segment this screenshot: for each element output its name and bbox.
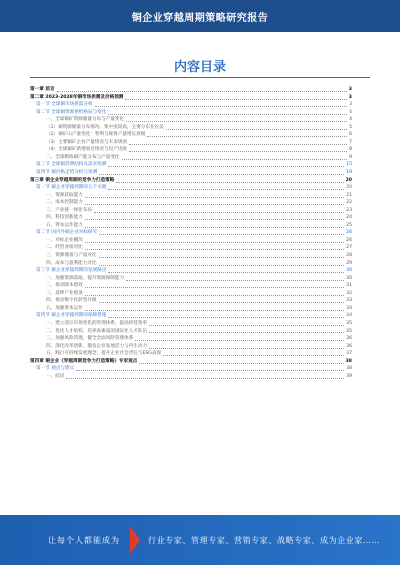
toc-entry[interactable] — [30, 275, 352, 283]
toc-entry[interactable] — [30, 101, 352, 109]
dot-leader — [126, 121, 347, 122]
toc-entry[interactable] — [30, 86, 352, 94]
toc-entry[interactable] — [30, 131, 352, 139]
footer-slogan-right: 行业专家、管理专家、营销专家、战略专家、成为企业家…… — [148, 535, 381, 545]
dot-leader — [129, 144, 347, 145]
toc-entry-page: 20 — [345, 177, 352, 183]
dot-leader — [99, 302, 345, 303]
dot-leader — [135, 340, 344, 341]
dot-leader — [85, 242, 344, 243]
toc-entry-page: 5 — [349, 124, 352, 130]
dot-leader — [163, 355, 344, 356]
toc-entry-text: 一、加强资源获取，提升资源保障能力 — [46, 275, 125, 281]
toc-entry-text: 四、推动数字化转型升级 — [46, 298, 97, 304]
toc-entry-page: 9 — [349, 154, 352, 160]
dot-leader — [99, 234, 344, 235]
toc-entry[interactable] — [30, 320, 352, 328]
toc-entry-page: 28 — [346, 253, 352, 259]
toc-divider — [30, 77, 370, 78]
toc-entry-text: 三、加强风险管理，健全全面风险管理体系 — [46, 336, 134, 342]
toc-entry-text: 第一节 铜企业穿越周期的五个关键 — [36, 185, 107, 191]
dot-leader — [99, 174, 344, 175]
toc-entry-text: 三、产业链一体化布局 — [46, 207, 92, 213]
toc-entry-text: 第三章 铜企业穿越周期的竞争力打造策略 — [30, 177, 115, 183]
dot-leader — [76, 370, 344, 371]
toc-entry[interactable] — [30, 244, 352, 252]
toc-entry-page: 20 — [346, 185, 352, 191]
toc-entry-text: 第一节 全球铜市场供需分析 — [36, 102, 93, 108]
toc-entry-text: （4）全球铜矿新增项目情况与投产进度 — [46, 147, 128, 153]
dot-leader — [108, 272, 344, 273]
toc-entry-text: 五、加强资本运作 — [46, 305, 83, 311]
toc-entry[interactable] — [30, 94, 352, 102]
toc-entry[interactable] — [30, 109, 352, 117]
toc-entry-text: 二、全球精炼铜产能分布与产量变化 — [46, 154, 120, 160]
toc-entry[interactable] — [30, 252, 352, 260]
toc-entry-page: 25 — [346, 222, 352, 228]
toc-entry-text: 五、践行可持续发展理念，提升企业社会责任与ESG表现 — [46, 351, 162, 357]
toc-entry-page: 3 — [348, 94, 352, 100]
toc-entry-text: 第二节 国内外铜企业对标研究 — [36, 230, 98, 236]
dot-leader — [149, 332, 344, 333]
toc-entry-text: （2）铜矿山产量变化：智利与秘鲁产量增长放缓 — [46, 132, 146, 138]
toc-entry-page: 38 — [346, 366, 352, 372]
toc-entry-page: 27 — [346, 245, 352, 251]
toc-entry[interactable] — [30, 328, 352, 336]
toc-entry[interactable] — [30, 229, 352, 237]
toc-entry[interactable] — [30, 154, 352, 162]
toc-entry-page: 6 — [349, 132, 352, 138]
dot-leader — [129, 151, 347, 152]
toc-title: 内容目录 — [173, 60, 226, 75]
toc-entry[interactable] — [30, 297, 352, 305]
toc-entry[interactable] — [30, 350, 352, 358]
dot-leader — [99, 257, 345, 258]
dot-leader — [85, 310, 344, 311]
toc-entry-page: 31 — [346, 283, 352, 289]
dot-leader — [99, 265, 345, 266]
toc-entry-text: 三、资源储备与产量对比 — [46, 253, 97, 259]
toc-entry[interactable] — [30, 124, 352, 132]
toc-entry-page: 29 — [346, 260, 352, 266]
toc-entry[interactable] — [30, 358, 352, 366]
dot-leader — [116, 182, 343, 183]
toc-entry[interactable] — [30, 312, 352, 320]
dot-leader — [57, 91, 347, 92]
dot-leader — [85, 287, 344, 288]
toc-entry-text: 四、科技创新能力 — [46, 215, 83, 221]
toc-entry-page: 34 — [346, 305, 352, 311]
toc-entry-page: 32 — [346, 290, 352, 296]
dot-leader — [85, 219, 344, 220]
toc-entry[interactable] — [30, 116, 352, 124]
dot-leader — [125, 99, 346, 100]
dot-leader — [122, 159, 348, 160]
toc-entry-page: 35 — [346, 320, 352, 326]
dot-leader — [85, 197, 344, 198]
toc-entry[interactable] — [30, 214, 352, 222]
toc-entry-page: 37 — [346, 351, 352, 357]
toc-entry[interactable] — [30, 169, 352, 177]
toc-entry-text: 一、对标企业概况 — [46, 237, 83, 243]
toc-entry[interactable] — [30, 177, 352, 185]
toc-entry[interactable] — [30, 199, 352, 207]
report-header — [0, 0, 400, 32]
toc-entry-page: 30 — [346, 275, 352, 281]
dot-leader — [66, 378, 344, 379]
toc-entry-text: 第三节 全球铜消费结构及需求预测 — [36, 162, 107, 168]
toc-entry-page: 33 — [346, 298, 352, 304]
dot-leader — [108, 317, 344, 318]
toc-entry[interactable] — [30, 260, 352, 268]
toc-entry[interactable] — [30, 290, 352, 298]
toc-entry-text: 二、优化人才结构，培养高素质的国际化人才队伍 — [46, 328, 148, 334]
toc-entry[interactable] — [30, 237, 352, 245]
toc-entry-page: 26 — [346, 230, 352, 236]
toc-entry-text: （3）主要铜矿企业产量情况与未来规划 — [46, 139, 128, 145]
toc-entry[interactable] — [30, 282, 352, 290]
toc-entry-page: 22 — [346, 200, 352, 206]
toc-entry-page: 4 — [349, 117, 352, 123]
dot-leader — [149, 325, 344, 326]
toc-entry-text: 二、成本控制能力 — [46, 200, 83, 206]
dot-leader — [85, 204, 344, 205]
toc-entry[interactable] — [30, 146, 352, 154]
dot-leader — [85, 295, 344, 296]
dot-leader — [85, 249, 344, 250]
toc-entry[interactable] — [30, 139, 352, 147]
arrow-icon — [130, 526, 140, 554]
toc-entry-page: 4 — [349, 109, 352, 115]
toc-entry[interactable] — [30, 207, 352, 215]
footer-slogan-left: 让每个人都能成为 — [48, 535, 120, 545]
page-footer — [0, 515, 400, 565]
toc-entry-page: 7 — [349, 139, 352, 145]
toc-entry-text: 第四节 铜企业穿越周期的保障措施 — [36, 313, 107, 319]
toc-entry[interactable] — [30, 343, 352, 351]
toc-entry-page: 30 — [346, 268, 352, 274]
dot-leader — [149, 348, 344, 349]
toc-entry-text: 第四章 铜企业《穿越周期竞争力打造策略》专家观点 — [30, 358, 138, 364]
toc-entry-page: 35 — [346, 328, 352, 334]
toc-entry[interactable] — [30, 192, 352, 200]
toc-entry-text: 五、资本运作能力 — [46, 222, 83, 228]
toc-entry-text: 第三节 铜企业穿越周期的发展路径 — [36, 268, 107, 274]
toc-entry-text: 一、建立适应市场变化的管理体系，提高经营效率 — [46, 320, 148, 326]
toc-entry[interactable] — [30, 305, 352, 313]
toc-entry-text: 一、资源获取能力 — [46, 192, 83, 198]
toc-entry[interactable] — [30, 373, 352, 381]
toc-entry-page: 36 — [346, 336, 352, 342]
dot-leader — [126, 280, 344, 281]
toc-entry-page: 34 — [346, 313, 352, 319]
dot-leader — [166, 129, 347, 130]
toc-entry-page: 38 — [345, 358, 352, 364]
toc-entry-page: 39 — [346, 373, 352, 379]
toc-entry[interactable] — [30, 222, 352, 230]
toc-entry-text: 第二节 全球铜资源供给格局与变化 — [36, 109, 107, 115]
toc-entry[interactable] — [30, 267, 352, 275]
toc-entry-page: 15 — [346, 162, 352, 168]
toc-entry-page: 3 — [348, 87, 352, 92]
toc-entry-text: 第四节 铜价格走势分析与预测 — [36, 170, 98, 176]
toc-entry-text: 第一节 观点与建议 — [36, 366, 75, 372]
toc-entry-page: 21 — [346, 192, 352, 198]
dot-leader — [85, 227, 344, 228]
table-of-contents — [30, 86, 352, 380]
toc-entry-page: 26 — [346, 237, 352, 243]
report-title: 铜企业穿越周期策略研究报告 — [131, 12, 269, 24]
toc-entry-page: 24 — [346, 215, 352, 221]
dot-leader — [94, 212, 344, 213]
toc-entry-text: 一、结语 — [46, 373, 65, 379]
toc-entry-text: 一、全球铜矿资源储量分布与产量变化 — [46, 117, 125, 123]
toc-entry-page: 19 — [346, 170, 352, 176]
dot-leader — [139, 363, 343, 364]
toc-entry-text: 三、延伸产业链条 — [46, 290, 83, 296]
dot-leader — [147, 136, 347, 137]
dot-leader — [108, 189, 344, 190]
toc-entry[interactable] — [30, 184, 352, 192]
toc-entry[interactable] — [30, 335, 352, 343]
toc-entry-text: 第二章 2023-2028年铜市场供需及价格预测 — [30, 94, 124, 100]
dot-leader — [108, 114, 347, 115]
toc-entry-page: 3 — [349, 102, 352, 108]
toc-entry-text: 四、深化改革创新，激发企业发展活力与内生动力 — [46, 343, 148, 349]
toc-entry-page: 23 — [346, 207, 352, 213]
toc-entry-text: 二、经营业绩对比 — [46, 245, 83, 251]
dot-leader — [95, 106, 347, 107]
toc-entry[interactable] — [30, 365, 352, 373]
toc-entry-text: 第一章 前言 — [30, 87, 55, 92]
dot-leader — [108, 166, 344, 167]
toc-entry[interactable] — [30, 161, 352, 169]
toc-entry-text: 二、推动降本增效 — [46, 283, 83, 289]
toc-entry-text: 四、成本与盈利能力对比 — [46, 260, 97, 266]
toc-entry-page: 8 — [349, 147, 352, 153]
toc-entry-page: 36 — [346, 343, 352, 349]
toc-entry-text: （1）铜资源储量分布情况：集中度较高，主要分布在拉美 — [46, 124, 164, 130]
